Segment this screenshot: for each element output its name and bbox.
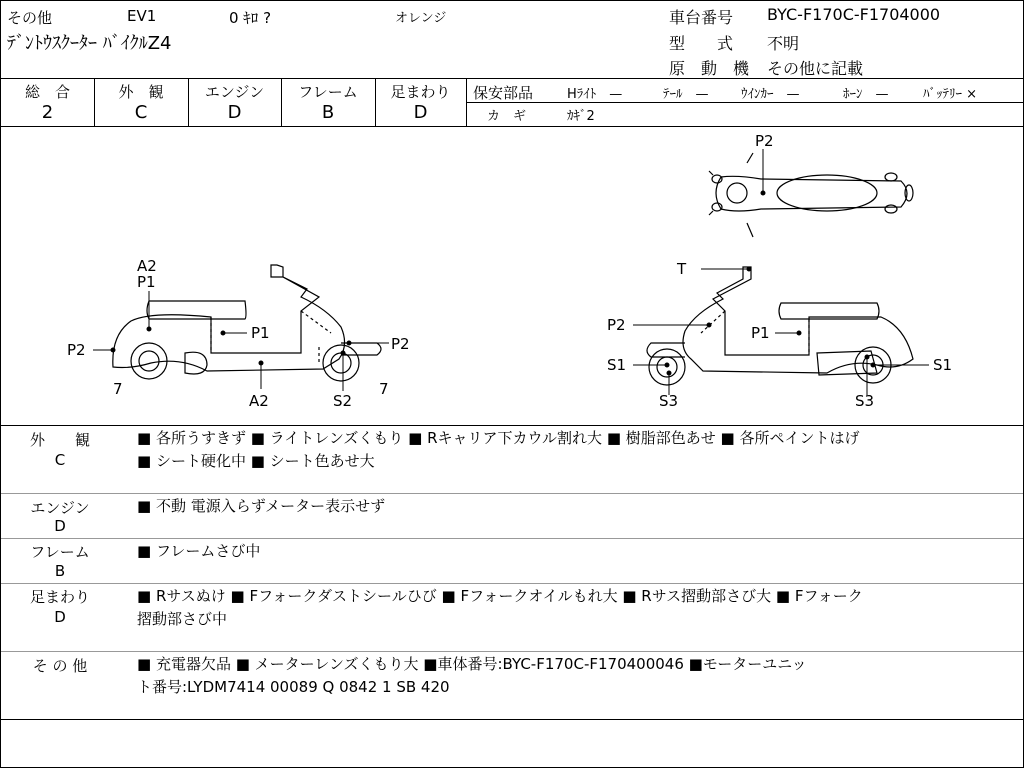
engine-type-label: 原 動 機	[669, 59, 750, 78]
remark-exterior-line-1: ■ 各所うすきず ■ ライトレンズくもり ■ Rキャリア下カウル割れ大 ■ 樹脂部色あせ ■ 各所ペイントはげ	[137, 429, 860, 447]
remark-frame-grade: B	[54, 562, 66, 580]
safety-taillight: ﾃｰﾙ —	[663, 87, 709, 102]
remark-exterior-line-2: ■ シート硬化中 ■ シート色あせ大	[137, 452, 375, 470]
remark-suspension-grade: D	[54, 608, 66, 626]
diagram-label-s3: S3	[855, 392, 875, 410]
diagram-label-p1: P1	[251, 324, 270, 342]
remark-suspension-line-2: 摺動部さび中	[137, 610, 228, 628]
grade-suspension-value: D	[413, 102, 428, 123]
header-vehicle-name: ﾃﾞﾝﾄｳｽｸｰﾀｰ ﾊﾞｲｸﾙZ4	[7, 33, 172, 54]
grade-frame-value: B	[321, 102, 335, 123]
damage-diagram	[1, 127, 1023, 425]
remark-frame-line-1: ■ フレームさび中	[137, 542, 261, 560]
remark-suspension-label: 足まわり	[29, 588, 90, 606]
diagram-label-s1: S1	[607, 356, 627, 374]
header-model-code: EV1	[127, 7, 157, 25]
type-label: 型 式	[669, 34, 734, 53]
grade-overall-value: 2	[41, 102, 54, 123]
divider	[467, 102, 1023, 103]
grade-engine-value: D	[227, 102, 242, 123]
safety-winker: ｳｲﾝｶｰ —	[741, 87, 800, 102]
safety-headlight: Hﾗｲﾄ —	[567, 87, 623, 102]
diagram-label-p1: P1	[751, 324, 770, 342]
grade-exterior-label: 外 観	[118, 83, 164, 101]
header-color: オレンジ	[395, 11, 447, 26]
grade-frame-label: フレーム	[298, 83, 358, 101]
header-category: その他	[7, 9, 53, 27]
divider	[1, 493, 1023, 494]
grade-overall-label: 総 合	[24, 83, 70, 101]
remark-engine-grade: D	[54, 517, 66, 535]
safety-parts-label: 保安部品	[473, 84, 534, 102]
divider	[1, 583, 1023, 584]
diagram-label-t: T	[677, 260, 687, 278]
key-label: カ ギ	[487, 109, 527, 124]
remark-exterior-grade: C	[54, 451, 66, 469]
header-mileage: 0 ｷﾛ ?	[229, 9, 272, 27]
leader-lines	[93, 149, 929, 395]
remark-frame-label: フレーム	[30, 543, 90, 561]
remark-other-line-2: ト番号:LYDM7414 00089 Q 0842 1 SB 420	[137, 678, 450, 696]
divider	[1, 538, 1023, 539]
divider	[1, 651, 1023, 652]
safety-battery: ﾊﾞｯﾃﾘｰ ×	[923, 87, 978, 102]
safety-horn: ﾎｰﾝ —	[843, 87, 889, 102]
diagram-label-p1: P1	[137, 273, 156, 291]
diagram-label-p2: P2	[391, 335, 410, 353]
frame-number-value: BYC-F170C-F1704000	[767, 5, 941, 24]
diagram-label-s1: S1	[933, 356, 953, 374]
divider	[1, 719, 1023, 720]
remark-engine-label: エンジン	[30, 499, 90, 517]
diagram-label-7: 7	[379, 380, 389, 398]
grade-engine-label: エンジン	[204, 83, 265, 101]
divider	[1, 78, 1023, 79]
remark-engine-line-1: ■ 不動 電源入らずメーター表示せず	[137, 497, 386, 515]
diagram-label-a2: A2	[249, 392, 269, 410]
divider	[1, 425, 1023, 426]
remark-other-line-1: ■ 充電器欠品 ■ メーターレンズくもり大 ■車体番号:BYC-F170C-F170400046 ■モーターユニッ	[137, 655, 807, 673]
remark-suspension-line-1: ■ Rサスぬけ ■ Fフォークダストシールひび ■ Fフォークオイルもれ大 ■ Rサス摺動部さび大 ■ Fフォーク	[137, 587, 863, 605]
type-value: 不明	[767, 34, 800, 53]
diagram-label-p2: P2	[67, 341, 86, 359]
remark-other-label: そ の 他	[32, 657, 88, 675]
diagram-label-s3: S3	[659, 392, 679, 410]
diagram-label-p2: P2	[755, 132, 774, 150]
grade-exterior-value: C	[134, 102, 148, 123]
engine-type-value: その他に記載	[767, 59, 864, 78]
diagram-label-p2: P2	[607, 316, 626, 334]
key-value: ｶｷﾞ2	[567, 109, 595, 124]
remark-exterior-label: 外 観	[29, 431, 90, 449]
diagram-label-a2: A2	[137, 257, 157, 275]
diagram-label-7: 7	[113, 380, 123, 398]
scooter-top-view	[709, 153, 913, 237]
frame-number-label: 車台番号	[669, 8, 734, 27]
diagram-label-s2: S2	[333, 392, 353, 410]
grade-suspension-label: 足まわり	[390, 83, 451, 101]
